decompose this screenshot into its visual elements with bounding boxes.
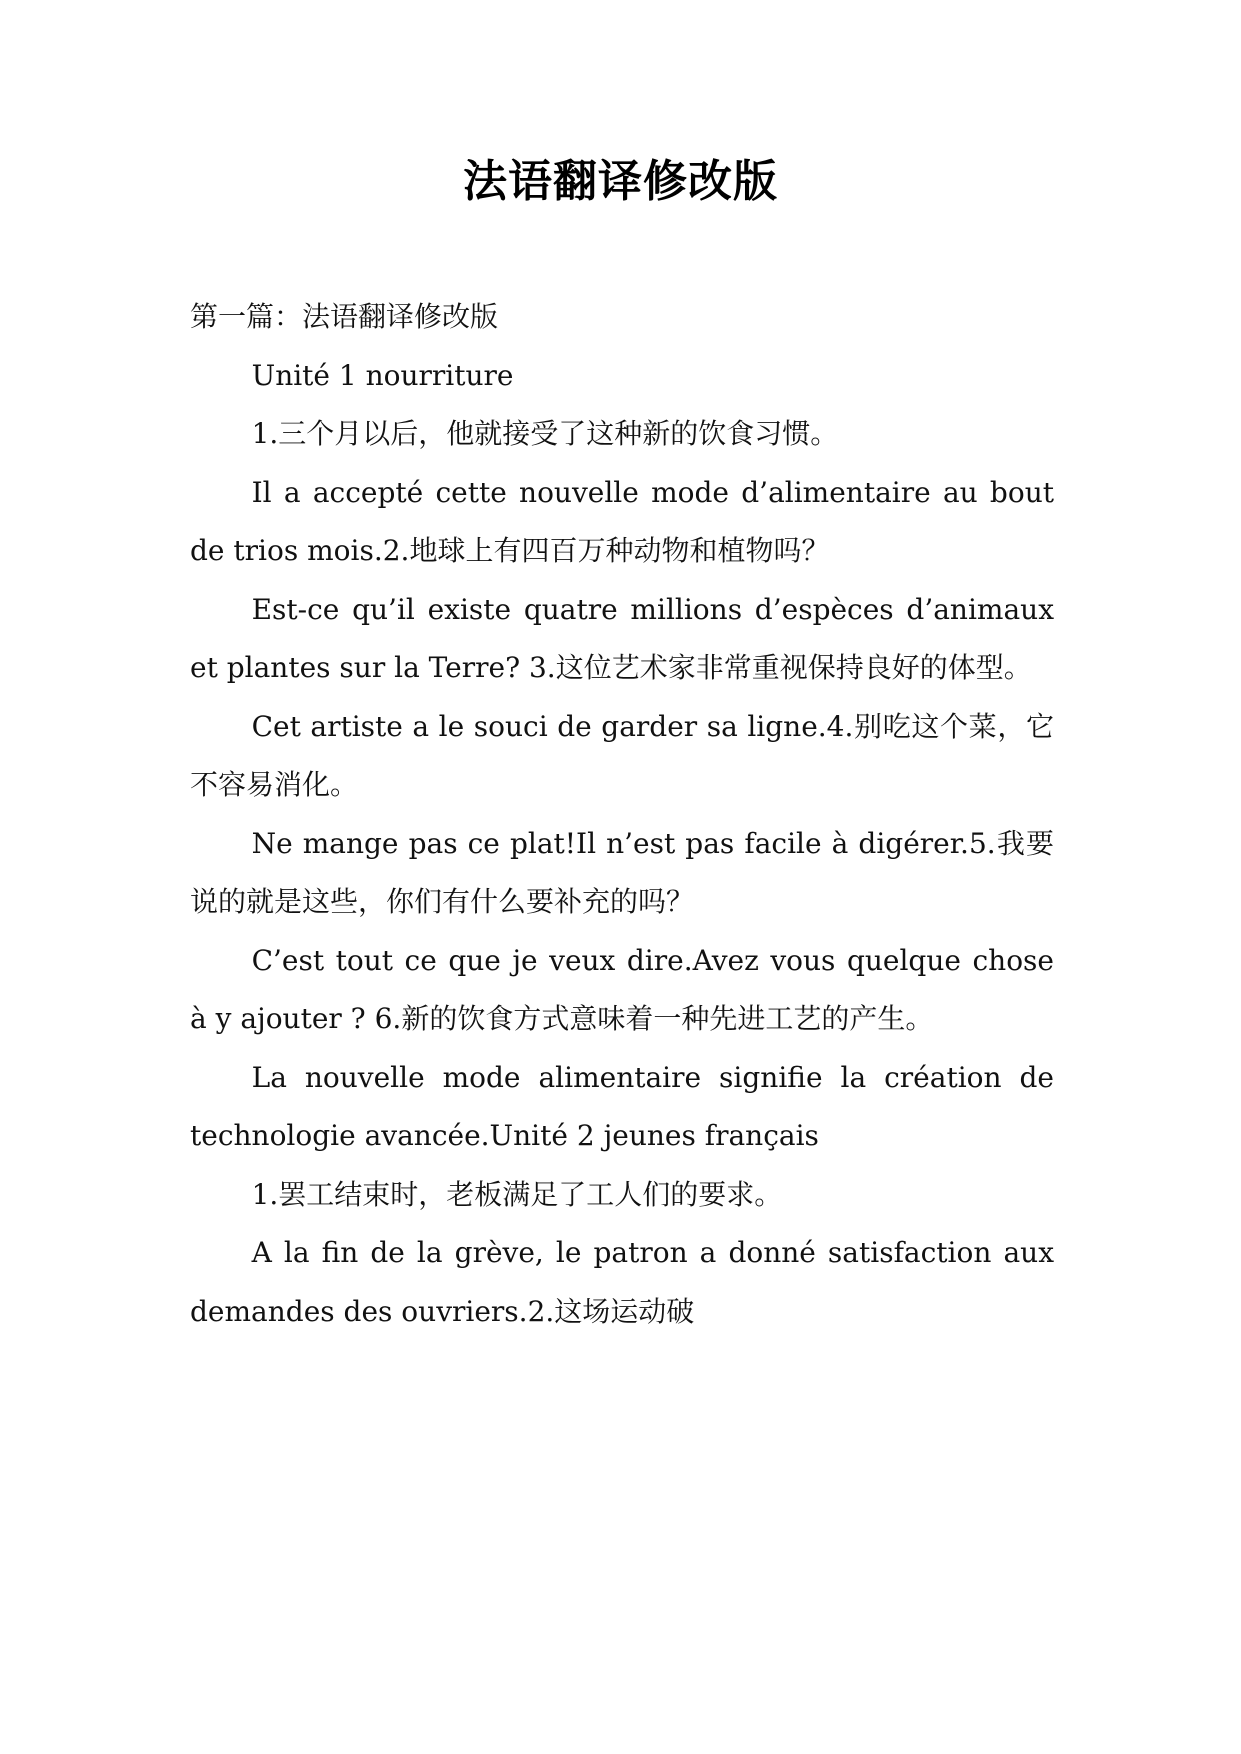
paragraph: Ne mange pas ce plat!Il n’est pas facile à digérer.5.我要说的就是这些，你们有什么要补充的吗？ [190,826,1054,918]
paragraph: La nouvelle mode alimentaire signifie la création de technologie avancée.Unité 2 jeunes français [190,1060,1054,1152]
paragraph: C’est tout ce que je veux dire.Avez vous quelque chose à y ajouter ? 6.新的饮食方式意味着一种先进工艺的产生。 [190,943,1054,1035]
unit-heading: Unité 1 nourriture [251,358,514,392]
paragraph: 1.罢工结束时，老板满足了工人们的要求。 [251,1177,783,1211]
paragraph: A la fin de la grève, le patron a donné satisfaction aux demandes des ouvriers.2.这场运动破 [190,1236,1054,1328]
paragraph: Cet artiste a le souci de garder sa ligne.4.别吃这个菜，它不容易消化。 [190,709,1054,801]
paragraph: 1.三个月以后，他就接受了这种新的饮食习惯。 [251,417,839,450]
paragraph: Il a accepté cette nouvelle mode d’alimentaire au bout de trios mois.2.地球上有四百万种动物和植物吗？ [190,475,1054,567]
document-body [190,288,1054,1341]
paragraph: Est-ce qu’il existe quatre millions d’espèces d’animaux et plantes sur la Terre? 3.这位艺术家非常重视保持良好的体型。 [190,592,1054,684]
document-title: 法语翻译修改版 [463,156,778,207]
section-heading: 第一篇：法语翻译修改版 [190,300,499,333]
